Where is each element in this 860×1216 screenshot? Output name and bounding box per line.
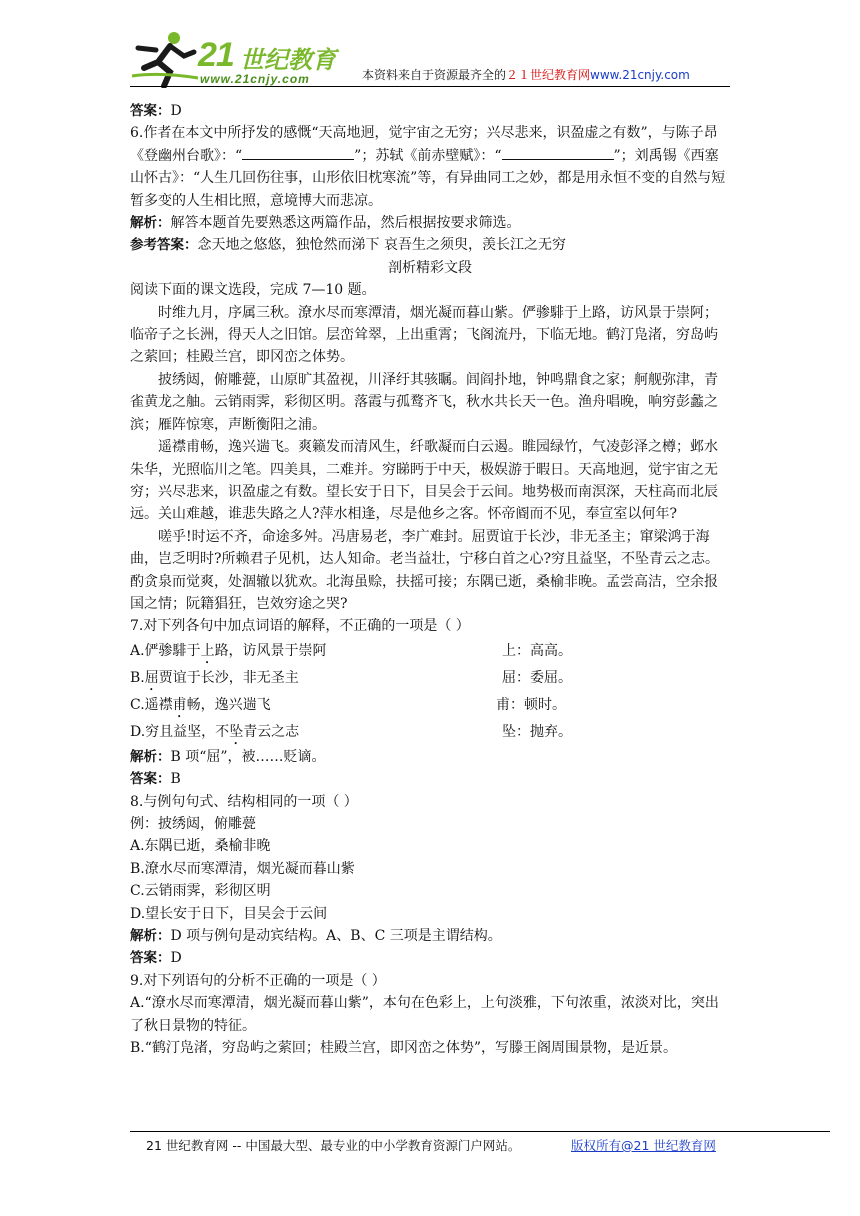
answer-line: 答案：D xyxy=(130,103,182,119)
header-divider xyxy=(130,86,730,87)
passage-paragraph: 披绣闼，俯雕甍，山原旷其盈视，川泽纡其骇瞩。闾阎扑地，钟鸣鼎食之家；舸舰弥津，青雀黄龙之舳。云销雨霁，彩彻区明。落霞与孤鹜齐飞，秋水共长天一色。渔舟唱晚，响穷彭蠡之滨；雁阵惊寒，声断衡阳之浦。 xyxy=(130,371,718,433)
passage-paragraph: 遥襟甫畅，逸兴遄飞。爽籁发而清风生，纤歌凝而白云遏。睢园绿竹，气凌彭泽之樽；邺水朱华，光照临川之笔。四美具，二难并。穷睇眄于中天，极娱游于暇日。天高地迥，觉宇宙之无穷；兴尽悲来，识盈虚之有数。望长安于日下，目吴会于云间。地势极而南溟深，天柱高而北辰远。关山难越，谁悲失路之人?萍水相逢，尽是他乡之客。怀帝阍而不见，奉宣室以何年? xyxy=(130,439,718,523)
q8-analysis: 解析：D 项与例句是动宾结构。A、B、C 三项是主谓结构。 xyxy=(130,928,502,944)
q7-option-b: B.屈贾谊于长沙，非无圣主 屈：委屈。 xyxy=(130,669,572,686)
q8-option-a: A.东隅已逝，桑榆非晚 xyxy=(130,838,271,855)
q8-option-d: D.望长安于日下，目吴会于云间 xyxy=(130,905,328,922)
passage-paragraph: 时维九月，序属三秋。潦水尽而寒潭清，烟光凝而暮山紫。俨骖騑于上路，访风景于崇阿；临帝子之长洲，得天人之旧馆。层峦耸翠，上出重霄；飞阁流丹，下临无地。鹤汀凫渚，穷岛屿之萦回；桂殿兰宫，即冈峦之体势。 xyxy=(130,304,718,366)
q8-answer: 答案：D xyxy=(130,950,182,967)
q8-option-c: C.云销雨霁，彩彻区明 xyxy=(130,883,271,900)
answer-blank xyxy=(502,145,614,160)
q9-option-b: B.“鹤汀凫渚，穷岛屿之萦回；桂殿兰宫，即冈峦之体势”，写滕王阁周围景物，是近景。 xyxy=(130,1040,678,1057)
tagline-url-link[interactable]: www.21cnjy.com xyxy=(590,68,690,82)
tagline-brand: ２１世纪教育网 xyxy=(506,68,591,82)
section-title: 剖析精彩文段 xyxy=(388,259,472,276)
passage-paragraph: 嗟乎!时运不齐，命途多舛。冯唐易老，李广难封。屈贾谊于长沙，非无圣主；窜梁鸿于海曲，岂乏明时?所赖君子见机，达人知命。老当益壮，宁移白首之心?穷且益坚，不坠青云之志。酌贪泉而觉爽，处涸辙以犹欢。北海虽赊，扶摇可接；东隅已逝，桑榆非晚。孟尝高洁，空余报国之情；阮籍猖狂，岂效穷途之哭? xyxy=(130,528,720,612)
logo-number: 21 xyxy=(198,36,234,74)
q7-option-c: C.遥襟甫畅，逸兴遄飞 甫：顿时。 xyxy=(130,696,566,713)
q6-analysis: 解析：解答本题首先要熟悉这两篇作品，然后根据按要求筛选。 xyxy=(130,215,521,232)
running-figure-icon xyxy=(130,28,200,88)
q7-option-a: A.俨骖騑于上路，访风景于崇阿 上：高高。 xyxy=(130,642,572,659)
q9-option-a: A.“潦水尽而寒潭清，烟光凝而暮山紫”，本句在色彩上，上句淡雅，下句浓重，浓淡对比，突出了秋日景物的特征。 xyxy=(130,995,719,1034)
header-tagline xyxy=(362,66,690,83)
site-logo[interactable] xyxy=(130,28,360,90)
answer-blank xyxy=(242,145,354,160)
tagline-prefix: 本资料来自于资源最齐全的 xyxy=(362,68,507,82)
reading-intro: 阅读下面的课文选段，完成 7—10 题。 xyxy=(130,282,376,299)
question-7: 7.对下列各句中加点词语的解释，不正确的一项是（ ） xyxy=(130,618,470,635)
q8-option-b: B.潦水尽而寒潭清，烟光凝而暮山紫 xyxy=(130,860,355,877)
page-footer xyxy=(146,1136,716,1154)
document-body xyxy=(130,100,730,1059)
copyright-link[interactable]: 版权所有@21 世纪教育网 xyxy=(571,1138,716,1153)
footer-divider xyxy=(130,1131,830,1132)
logo-text: 世纪教育 xyxy=(240,46,336,74)
logo-url: www.21cnjy.com xyxy=(200,72,310,86)
question-6: 6.作者在本文中所抒发的感慨“天高地迥，觉宇宙之无穷；兴尽悲来，识盈虚之有数”，与陈子昂《登幽州台歌》：“ ”；苏轼《前赤壁赋》：“ ”；刘禹锡《西塞山怀古》：“人生几回伤往事，山形依旧枕寒流”等，有异曲同工之妙，都是用永恒不变的自然与短暂多变的人生相比照，意境博大而悲凉。 xyxy=(130,125,726,209)
page-header xyxy=(130,22,730,88)
footer-text: 21 世纪教育网 -- 中国最大型、最专业的中小学教育资源门户网站。 xyxy=(146,1138,521,1153)
question-9: 9.对下列语句的分析不正确的一项是（ ） xyxy=(130,972,386,989)
question-8: 8.与例句句式、结构相同的一项（ ） xyxy=(130,793,358,810)
q8-example: 例：披绣闼，俯雕甍 xyxy=(130,815,256,832)
q7-option-d: D.穷且益坚，不坠青云之志 坠：抛弃。 xyxy=(130,723,572,740)
q6-reference-answer: 参考答案：念天地之悠悠，独怆然而涕下 哀吾生之须臾，羡长江之无穷 xyxy=(130,237,566,254)
q7-answer: 答案：B xyxy=(130,771,181,788)
q7-analysis: 解析：B 项“屈”，被……贬谪。 xyxy=(130,748,326,765)
